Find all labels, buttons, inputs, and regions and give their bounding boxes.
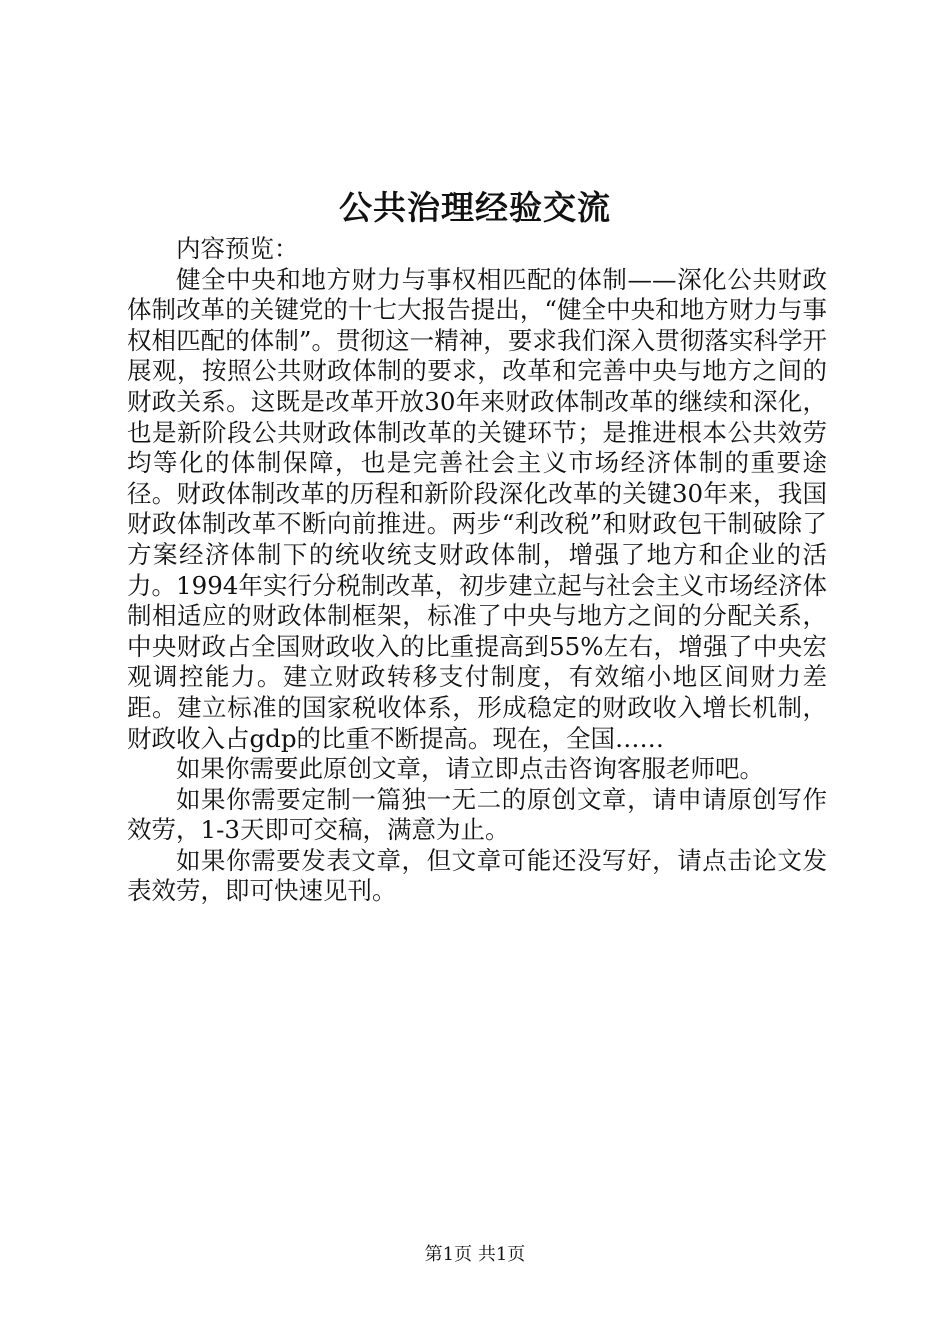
preview-label: 内容预览：: [176, 234, 299, 263]
page-total: 共1页: [477, 1244, 526, 1265]
page-footer: [0, 1243, 950, 1267]
page-number: 第1页: [424, 1244, 473, 1265]
document-body: [127, 234, 827, 907]
document-title: 公共治理经验交流: [339, 188, 611, 227]
preview-paragraph: 健全中央和地方财力与事权相匹配的体制——深化公共财政体制改革的关键党的十七大报告提出，“健全中央和地方财力与事权相匹配的体制”。贯彻这一精神，要求我们深入贯彻落实科学开展观，按照公共财政体制的要求，改革和完善中央与地方之间的财政关系。这既是改革开放30年来财政体制改革的继续和深化，也是新阶段公共财政体制改革的关键环节；是推进根本公共效劳均等化的体制保障，也是完善社会主义市场经济体制的重要途径。财政体制改革的历程和新阶段深化改革的关键30年来，我国财政体制改革不断向前推进。两步“利改税”和财政包干制破除了方案经济体制下的统收统支财政体制，增强了地方和企业的活力。1994年实行分税制改革，初步建立起与社会主义市场经济体制相适应的财政体制框架，标准了中央与地方之间的分配关系，中央财政占全国财政收入的比重提高到55%左右，增强了中央宏观调控能力。建立财政转移支付制度，有效缩小地区间财力差距。建立标准的国家税收体系，形成稳定的财政收入增长机制，财政收入占gdp的比重不断提高。现在，全国……: [127, 264, 827, 753]
publish-paragraph: 如果你需要发表文章，但文章可能还没写好，请点击论文发表效劳，即可快速见刊。: [127, 845, 827, 906]
custom-writing-paragraph: 如果你需要定制一篇独一无二的原创文章，请申请原创写作效劳，1-3天即可交稿，满意为止。: [127, 784, 827, 845]
consult-paragraph: 如果你需要此原创文章，请立即点击咨询客服老师吧。: [176, 754, 764, 784]
